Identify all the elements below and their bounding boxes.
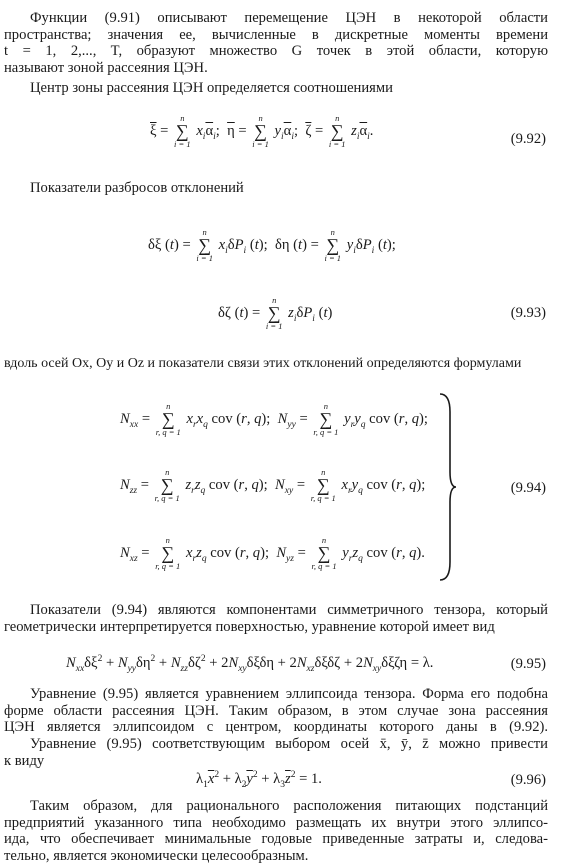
text-line: пространства; значения ее, вычисленные в дискретные моменты времени xyxy=(4,26,548,43)
text-line: Центр зоны рассеяния ЦЭН определяется соотношениями xyxy=(30,80,393,96)
equation-9-94-line-1: $N_{xx}$ = n ∑ r, q = 1 $x_rx_q$ cov (r, q); $N_{yy}$ = n ∑ r, q = 1 $y_ry_q$ cov (r, q); xyxy=(120,401,428,437)
text-line: называют зоной рассеяния ЦЭН. xyxy=(4,59,208,76)
text-line: предприятий указанного типа необходимо размещать их внутри этого эллипсо- xyxy=(4,814,548,831)
text-line: Показатели (9.94) являются компонентами симметричного тензора, который xyxy=(30,602,548,618)
paragraph-axes-choice xyxy=(4,736,548,769)
paragraph-deviation-intro xyxy=(30,180,530,197)
equation-9-92: $\overline{\xi}$ = n ∑ i = 1 $x_i\overline{\alpha}_i$; $\overline{\eta}$ = n ∑ i = 1 $y_i\overline{\alpha}_i$; $\overline{\zeta}$ = n ∑ i = 1 $z_i\overline{\alpha}_i$. xyxy=(150,113,374,149)
text-line: геометрически интерпретируется поверхностью, уравнение которой имеет вид xyxy=(4,618,495,635)
text-line: форме области рассеяния ЦЭН. Таким образом, в этом случае зона рассеяния xyxy=(4,702,548,719)
equation-9-93-line-1: δξ (t) = n ∑ i = 1 $x_i\delta P_i$ (t); δη (t) = n ∑ i = 1 $y_i\delta P_i$ (t); xyxy=(148,227,396,263)
paragraph-center-intro xyxy=(30,80,530,97)
text-line: Показатели разбросов отклонений xyxy=(30,180,244,196)
equation-9-95: $N_{xx}\delta\xi^2 + N_{yy}\delta\eta^2 + N_{zz}\delta\zeta^2 + 2N_{xy}\delta\xi\delta\eta + 2N_{xz}\delta\xi\delta\zeta + 2N_{xy}\delta\xi\zeta\eta = \lambda$. xyxy=(66,654,434,674)
paragraph-ellipsoid xyxy=(4,686,548,736)
equation-9-94-line-3: $N_{xz}$ = n ∑ r, q = 1 $x_rz_q$ cov (r, q); $N_{yz}$ = n ∑ r, q = 1 $y_rz_q$ cov (r, q). xyxy=(120,535,425,571)
text-line: Уравнение (9.95) является уравнением эллипсоида тензора. Форма его подобна xyxy=(30,686,548,702)
equation-number: (9.96) xyxy=(510,772,546,788)
paragraph-conclusion xyxy=(4,798,548,864)
equation-9-93-line-2: δζ (t) = n ∑ i = 1 $z_i\delta P_i$ (t) xyxy=(218,295,333,331)
text-line: ида, что обеспечивает минимальные годовые приведенные затраты и, следова- xyxy=(4,831,548,847)
equation-9-96: $\lambda_1\overline{x}^2 + \lambda_2\overline{y}^2 + \lambda_3\overline{z}^2 = 1$. xyxy=(196,770,322,790)
equation-number: (9.95) xyxy=(510,656,546,672)
text-line: Таким образом, для рационального расположения питающих подстанций xyxy=(30,798,548,814)
equation-9-94-line-2: $N_{zz}$ = n ∑ r, q = 1 $z_rz_q$ cov (r, q); $N_{xy}$ = n ∑ r, q = 1 $x_ry_q$ cov (r, q); xyxy=(120,467,426,503)
equation-number: (9.93) xyxy=(510,305,546,321)
paragraph-tensor xyxy=(4,602,548,635)
equation-rhs: λ xyxy=(422,654,430,671)
text-line: тельно, является экономически целесообразным. xyxy=(4,847,309,864)
right-brace-icon xyxy=(438,392,458,582)
equation-number: (9.94) xyxy=(510,480,546,496)
paragraph-axes xyxy=(4,356,552,373)
text-line: t = 1, 2,..., T, образуют множество G точек в этой области, которую xyxy=(4,43,548,59)
text-line: Функции (9.91) описывают перемещение ЦЭН в некоторой области xyxy=(30,10,548,26)
paragraph-zone-definition xyxy=(4,10,548,76)
equation-number: (9.92) xyxy=(510,131,546,147)
text-line: к виду xyxy=(4,752,45,769)
text-line: ЦЭН является эллипсоидом с центром, координаты которого даны в (9.92). xyxy=(4,719,548,735)
text-line: Уравнение (9.95) соответствующим выбором осей x̄, ȳ, z̄ можно привести xyxy=(30,736,548,752)
text-line: вдоль осей Ox, Oy и Oz и показатели связи этих отклонений определяются формулами xyxy=(4,356,522,371)
equation-rhs: 1 xyxy=(310,770,319,787)
